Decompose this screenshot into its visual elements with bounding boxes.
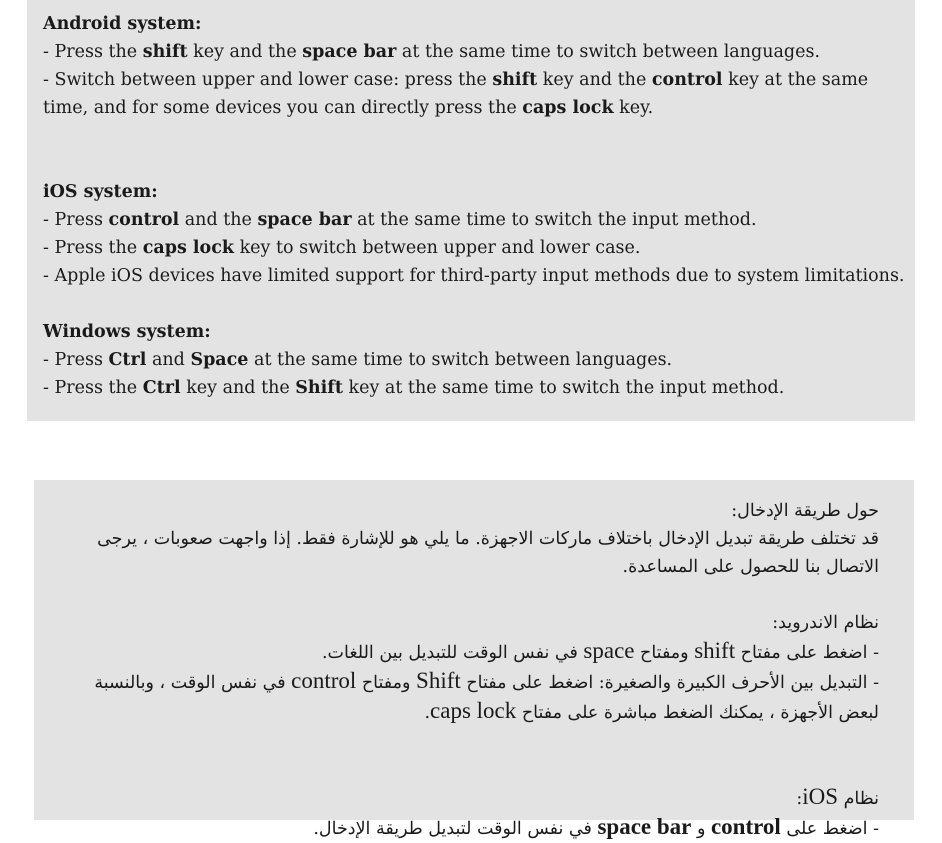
key-shift: shift <box>492 70 538 90</box>
key-space: space <box>583 638 635 663</box>
arabic-android-line-2: - التبديل بين الأحرف الكبيرة والصغيرة: اضغط على مفتاح Shift ومفتاح control في نفس الوقت ، وبالنسبة لبعض الأجهزة ، يمكنك الضغط مباشرة على مفتاح caps lock. <box>94 668 879 723</box>
key-ctrl: Ctrl <box>142 378 181 398</box>
arabic-android-section <box>80 609 879 727</box>
arabic-android-heading: نظام الاندرويد: <box>772 613 879 633</box>
android-line-2: - Switch between upper and lower case: press the shift key and the control key at the same time, and for some devices you can directly press the caps lock key. <box>43 70 869 118</box>
ios-name: iOS <box>802 784 839 809</box>
windows-line-2: - Press the Ctrl key and the Shift key at the same time to switch the input method. <box>43 378 785 398</box>
key-control: control <box>108 210 180 230</box>
key-space-bar: space bar <box>302 42 397 62</box>
android-heading: Android system: <box>43 14 202 34</box>
ios-line-2: - Press the caps lock key to switch between upper and lower case. <box>43 238 641 258</box>
ios-heading: iOS system: <box>43 182 158 202</box>
key-control: control <box>651 70 723 90</box>
arabic-intro-section <box>80 497 879 581</box>
windows-line-1: - Press Ctrl and Space at the same time to switch between languages. <box>43 350 673 370</box>
key-ctrl: Ctrl <box>108 350 147 370</box>
ios-section <box>43 178 905 290</box>
arabic-intro-text: قد تختلف طريقة تبديل الإدخال باختلاف ماركات الاجهزة. ما يلي هو للإشارة فقط. إذا واجهت صعوبات ، يرجى الاتصال بنا للحصول على المساعدة. <box>97 529 879 577</box>
arabic-android-line-1: - اضغط على مفتاح shift ومفتاح space في نفس الوقت للتبديل بين اللغات. <box>321 638 879 663</box>
windows-heading: Windows system: <box>43 322 211 342</box>
key-shift: shift <box>142 42 188 62</box>
key-shift: shift <box>694 638 736 663</box>
key-control: control <box>291 668 357 693</box>
android-line-1: - Press the shift key and the space bar at the same time to switch between languages. <box>43 42 821 62</box>
key-shift: Shift <box>416 668 461 693</box>
arabic-ios-line-1: - اضغط على control و space bar في نفس الوقت لتبديل طريقة الإدخال. <box>313 814 879 839</box>
key-caps-lock: caps lock <box>430 698 517 723</box>
key-shift: Shift <box>295 378 343 398</box>
arabic-ios-heading: نظام iOS: <box>796 784 879 809</box>
english-instructions-panel <box>27 0 915 421</box>
arabic-instructions-panel <box>34 480 914 839</box>
arabic-intro-heading: حول طريقة الإدخال: <box>731 501 879 521</box>
key-caps-lock: caps lock <box>142 238 235 258</box>
ios-line-3: - Apple iOS devices have limited support for third-party input methods due to system limitations. <box>43 266 905 286</box>
key-caps-lock: caps lock <box>522 98 614 118</box>
key-space-bar: space bar <box>597 814 692 839</box>
key-space-bar: space bar <box>257 210 352 230</box>
arabic-ios-section <box>80 783 879 843</box>
windows-section <box>43 318 899 402</box>
key-space: Space <box>190 350 249 370</box>
ios-line-1: - Press control and the space bar at the same time to switch the input method. <box>43 210 757 230</box>
android-section <box>43 10 899 122</box>
key-control: control <box>710 814 781 839</box>
